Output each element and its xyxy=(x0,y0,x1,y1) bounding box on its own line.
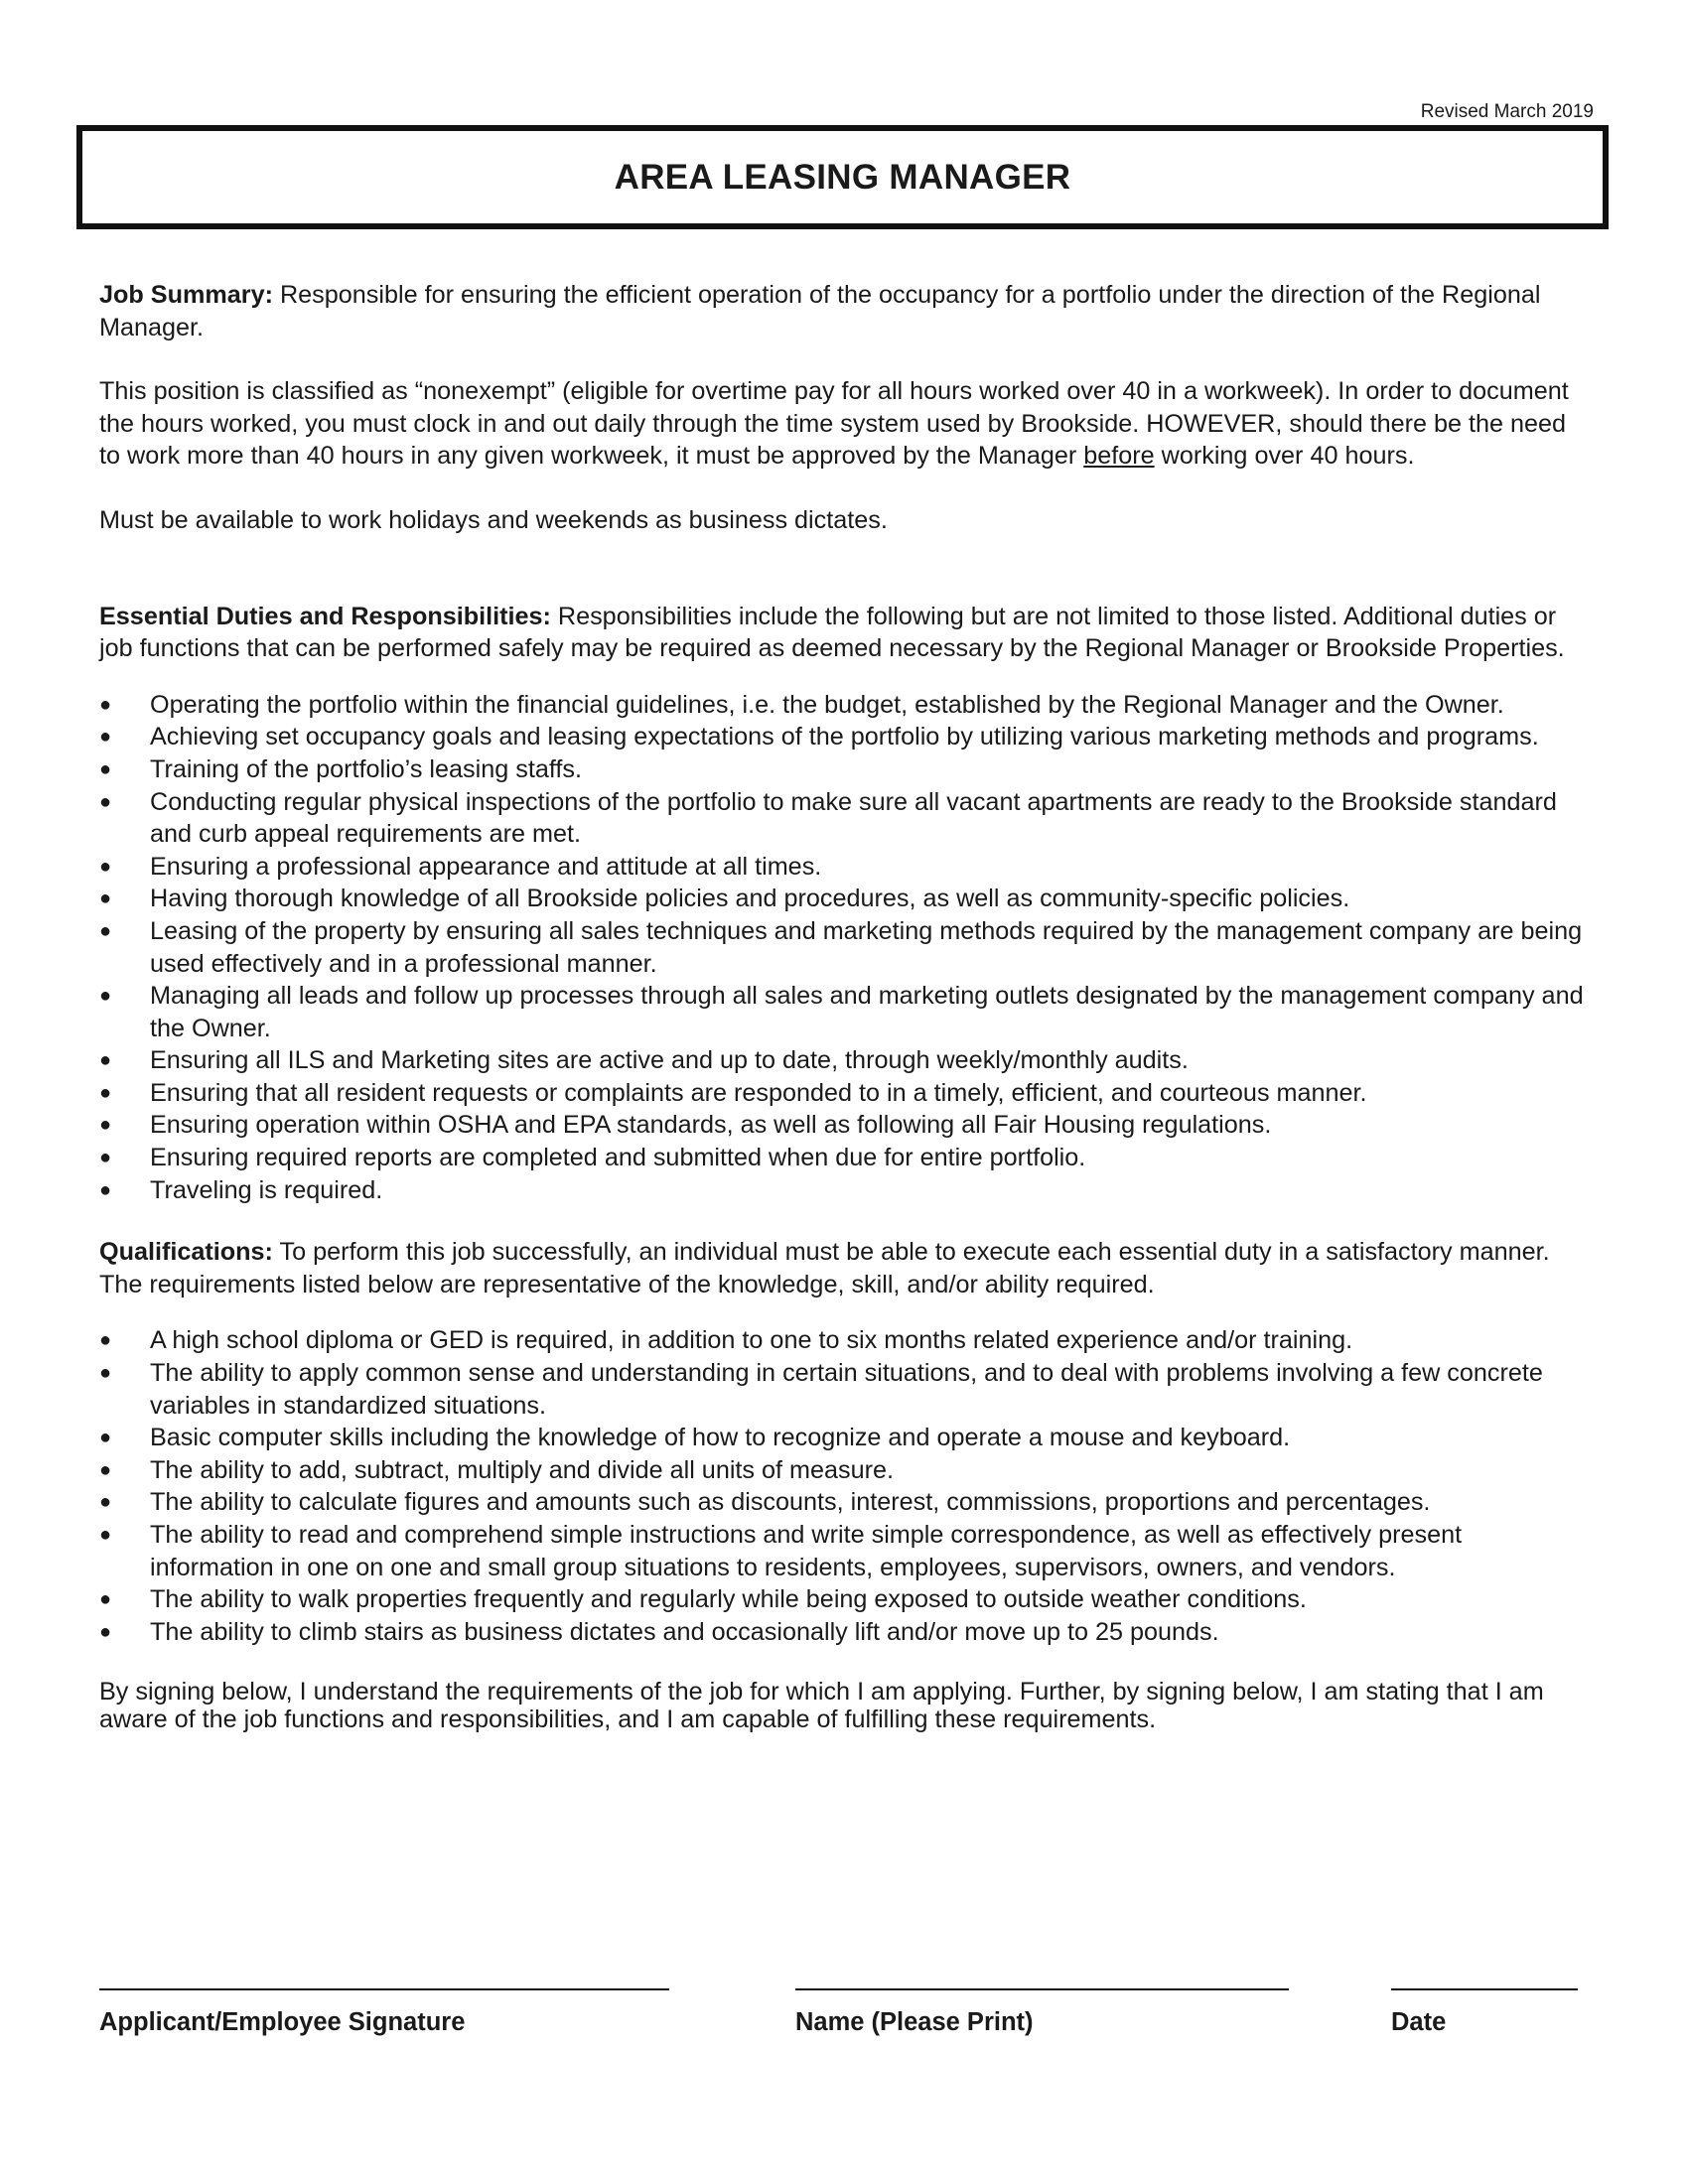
job-summary-label: Job Summary: xyxy=(99,281,273,309)
qualifications-label: Qualifications: xyxy=(99,1238,273,1267)
page-title: AREA LEASING MANAGER xyxy=(614,157,1071,197)
duty-item: ● Ensuring a professional appearance and attitude at all times. xyxy=(99,851,1589,884)
classification-paragraph xyxy=(99,375,1589,473)
duty-item: ● Conducting regular physical inspections of the portfolio to make sure all vacant apartments are ready to the Brookside standard and curb appeal requirements are met. xyxy=(99,787,1557,849)
bullet-icon: ● xyxy=(99,757,112,780)
bullet-icon: ● xyxy=(99,919,112,942)
classification-underlined-word: before xyxy=(1083,442,1155,471)
qualification-item: ● The ability to read and comprehend simple instructions and write simple correspondence, as well as effectively present information in one on one and small group situations to residents, employees, supervisors, owners, and vendors. xyxy=(99,1521,1463,1581)
bullet-icon: ● xyxy=(99,1114,112,1137)
job-summary-text: Responsible for ensuring the efficient operation of the occupancy for a portfolio under the direction of the Regional Manager. xyxy=(99,281,1541,341)
duty-item: ● Having thorough knowledge of all Brookside policies and procedures, as well as community-specific policies. xyxy=(99,883,1589,915)
duties-intro: Responsibilities include the following but are not limited to those listed. Additional duties or job functions that can be performed safely may be required as deemed necessary by the Regional Manager or Brookside Properties. xyxy=(99,602,1565,663)
availability-paragraph: Must be available to work holidays and weekends as business dictates. xyxy=(99,505,888,534)
duty-item: ● Leasing of the property by ensuring all sales techniques and marketing methods required by the management company are being used effectively and in a professional manner. xyxy=(99,916,1583,978)
bullet-icon: ● xyxy=(99,1329,112,1352)
bullet-icon: ● xyxy=(99,985,112,1008)
duty-item: ● Operating the portfolio within the financial guidelines, i.e. the budget, established by the Regional Manager and the Owner. xyxy=(99,689,1589,722)
bullet-icon: ● xyxy=(99,1178,112,1201)
bullet-icon: ● xyxy=(99,855,112,878)
document-body xyxy=(99,279,1589,1733)
bullet-icon: ● xyxy=(99,1427,112,1449)
bullet-icon: ● xyxy=(99,1524,112,1546)
title-box xyxy=(76,125,1609,229)
duty-item: ● Traveling is required. xyxy=(99,1174,1589,1207)
acknowledgement-paragraph: By signing below, I understand the requirements of the job for which I am applying. Further, by signing below, I am stating that I am aware of the job functions and responsibilities, and I am capable of fulfilling these requirements. xyxy=(99,1678,1544,1734)
qualifications-list xyxy=(99,1324,1589,1648)
classification-text-end: working over 40 hours. xyxy=(1154,442,1415,471)
job-summary-paragraph xyxy=(99,279,1589,343)
qualification-item: ● Basic computer skills including the knowledge of how to recognize and operate a mouse and keyboard. xyxy=(99,1422,1589,1454)
date-line[interactable] xyxy=(1391,1988,1578,1990)
duty-item: ● Ensuring operation within OSHA and EPA standards, as well as following all Fair Housing regulations. xyxy=(99,1109,1589,1142)
bullet-icon: ● xyxy=(99,726,112,749)
bullet-icon: ● xyxy=(99,790,112,813)
bullet-icon: ● xyxy=(99,1362,112,1385)
qualification-item: ● A high school diploma or GED is required, in addition to one to six months related experience and/or training. xyxy=(99,1324,1589,1357)
bullet-icon: ● xyxy=(99,1049,112,1072)
duties-label: Essential Duties and Responsibilities: xyxy=(99,602,551,630)
bullet-icon: ● xyxy=(99,1081,112,1104)
duty-item: ● Achieving set occupancy goals and leasing expectations of the portfolio by utilizing various marketing methods and programs. xyxy=(99,721,1589,753)
duty-item: ● Ensuring required reports are completed and submitted when due for entire portfolio. xyxy=(99,1142,1589,1174)
revision-date: Revised March 2019 xyxy=(1420,101,1594,122)
duty-item: ● Training of the portfolio’s leasing staffs. xyxy=(99,753,1589,786)
qualification-item: ● The ability to climb stairs as business dictates and occasionally lift and/or move up to 25 pounds. xyxy=(99,1616,1589,1649)
classification-text: This position is classified as “nonexempt” (eligible for overtime pay for all hours worked over 40 in a workweek). In order to document the hours worked, you must clock in and out daily through the time system used by Brookside. HOWEVER, should there be the need to work more than 40 hours in any given workweek, it must be approved by the Manager xyxy=(99,377,1569,471)
duty-item: ● Managing all leads and follow up processes through all sales and marketing outlets designated by the management company and the Owner. xyxy=(99,982,1584,1042)
date-label: Date xyxy=(1391,2008,1447,2036)
duty-item: ● Ensuring that all resident requests or complaints are responded to in a timely, efficient, and courteous manner. xyxy=(99,1077,1589,1110)
bullet-icon: ● xyxy=(99,693,112,716)
qualifications-intro: To perform this job successfully, an individual must be able to execute each essential duty in a satisfactory manner. The requirements listed below are representative of the knowledge, skill, and/or ability required. xyxy=(99,1238,1550,1298)
qualifications-paragraph xyxy=(99,1236,1589,1300)
bullet-icon: ● xyxy=(99,1620,112,1643)
qualification-item: ● The ability to walk properties frequently and regularly while being exposed to outside weather conditions. xyxy=(99,1583,1589,1616)
duty-item: ● Ensuring all ILS and Marketing sites are active and up to date, through weekly/monthly audits. xyxy=(99,1044,1589,1077)
name-line[interactable] xyxy=(795,1988,1289,1990)
bullet-icon: ● xyxy=(99,887,112,910)
duties-paragraph xyxy=(99,601,1589,665)
duties-list xyxy=(99,689,1589,1207)
signature-line[interactable] xyxy=(99,1988,669,1990)
name-label: Name (Please Print) xyxy=(795,2008,1034,2036)
bullet-icon: ● xyxy=(99,1588,112,1611)
bullet-icon: ● xyxy=(99,1458,112,1481)
qualification-item: ● The ability to add, subtract, multiply and divide all units of measure. xyxy=(99,1454,1589,1487)
bullet-icon: ● xyxy=(99,1491,112,1514)
bullet-icon: ● xyxy=(99,1147,112,1169)
qualification-item: ● The ability to calculate figures and amounts such as discounts, interest, commissions, proportions and percentages. xyxy=(99,1486,1589,1519)
qualification-item: ● The ability to apply common sense and understanding in certain situations, and to deal with problems involving a few concrete variables in standardized situations. xyxy=(99,1359,1543,1420)
signature-label: Applicant/Employee Signature xyxy=(99,2008,466,2036)
